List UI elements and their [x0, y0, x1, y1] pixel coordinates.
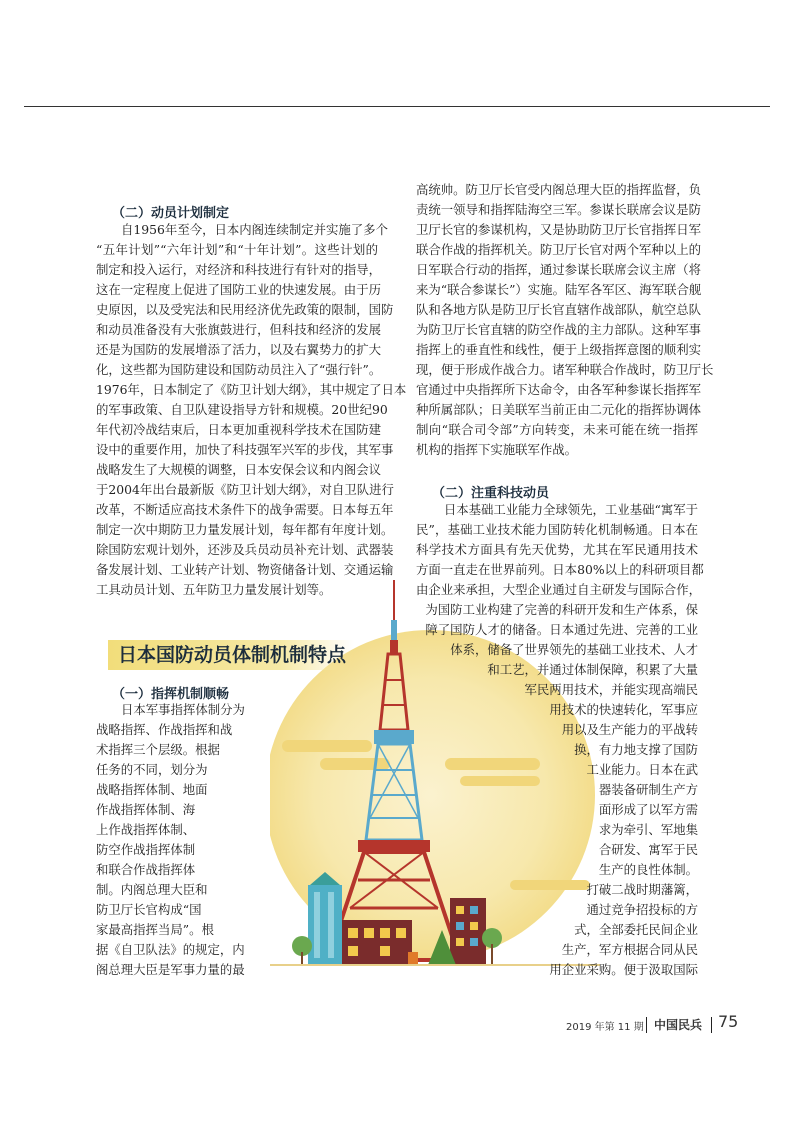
- text-line: 障了国防人才的储备。日本通过先进、完善的工业: [425, 622, 698, 637]
- text-line: 军民两用技术，并能实现高端民: [524, 682, 698, 697]
- text-line: 制。内阁总理大臣和: [96, 882, 208, 897]
- text-line: 和工艺，并通过体制保障，积累了大量: [487, 662, 698, 677]
- text-line: 自1956年至今，日本内阁连续制定并实施了多个: [121, 222, 388, 237]
- subsection-title-plan: （二）动员计划制定: [112, 206, 230, 221]
- text-line: 官通过中央指挥所下达命令，由各军种参谋长指挥军: [416, 382, 701, 397]
- cloud-bar-icon: [320, 758, 390, 770]
- text-line: 生产，军方根据合同从民: [561, 942, 698, 957]
- text-line: 阁总理大臣是军事力量的最: [96, 962, 245, 977]
- text-line: 和动员准备没有大张旗鼓进行，但科技和经济的发展: [96, 322, 381, 337]
- text-line: 体系，储备了世界领先的基础工业技术、人才: [450, 642, 698, 657]
- footer-divider: [646, 1017, 647, 1033]
- text-line: 来为“联合参谋长”）实施。陆军各军区、海军联合舰: [416, 282, 702, 297]
- text-line: 战略指挥、作战指挥和战: [96, 722, 233, 737]
- text-line: 通过竞争招投标的方: [586, 902, 698, 917]
- text-line: 于2004年出台最新版《防卫计划大纲》，对自卫队进行: [96, 482, 394, 497]
- text-line: 工业能力。日本在武: [586, 762, 698, 777]
- page-number: 75: [718, 1012, 739, 1031]
- footer-divider: [711, 1017, 712, 1033]
- text-line: 合研发、寓军于民: [598, 842, 698, 857]
- text-line: 制定一次中期防卫力量发展计划，每年都有年度计划。: [96, 522, 394, 537]
- text-line: 指挥上的垂直性和线性，便于上级指挥意图的顺利实: [416, 342, 701, 357]
- text-line: 制向“联合司令部”方向转变，未来可能在统一指挥: [416, 422, 698, 437]
- text-line: 现，便于形成作战合力。诸军种联合作战时，防卫厅长: [416, 362, 714, 377]
- text-line: 术指挥三个层级。根据: [96, 742, 220, 757]
- text-line: 生产的良性体制。: [598, 862, 698, 877]
- text-line: 式，全部委托民间企业: [574, 922, 698, 937]
- text-line: 这在一定程度上促进了国防工业的快速发展。由于历: [96, 282, 381, 297]
- text-line: 责统一领导和指挥陆海空三军。参谋长联席会议是防: [416, 202, 701, 217]
- tower-observation-deck-icon: [374, 730, 414, 744]
- text-line: 高统帅。防卫厅长官受内阁总理大臣的指挥监督，负: [416, 182, 701, 197]
- text-line: 联合作战的指挥机关。防卫厅长官对两个军种以上的: [416, 242, 701, 257]
- text-line: 日军联合行动的指挥，通过参谋长联席会议主席（将: [416, 262, 701, 277]
- text-line: 还是为国防的发展增添了活力，以及右翼势力的扩大: [96, 342, 381, 357]
- text-line: 战略指挥体制、地面: [96, 782, 208, 797]
- text-line: 面形成了以军方需: [598, 802, 698, 817]
- subsection-title-command: （一）指挥机制顺畅: [112, 687, 230, 702]
- text-line: 备发展计划、工业转产计划、物资储备计划、交通运输: [96, 562, 394, 577]
- text-line: 种所属部队；日美联军当前正由二元化的指挥协调体: [416, 402, 701, 417]
- text-line: 战略发生了大规模的调整，日本安保会议和内阁会议: [96, 462, 381, 477]
- text-line: 日本军事指挥体制分为: [121, 702, 245, 717]
- footer-magazine: 中国民兵: [654, 1018, 703, 1032]
- text-line: 1976年，日本制定了《防卫计划大纲》，其中规定了日本: [96, 382, 407, 397]
- building-left-icon: [308, 885, 342, 965]
- text-line: 年代初冷战结束后，日本更加重视科学技术在国防建: [96, 422, 381, 437]
- text-line: 器装备研制生产方: [598, 782, 698, 797]
- text-line: 打破二战时期藩篱，: [586, 882, 698, 897]
- text-line: 卫厅长官的参谋机构，又是协助防卫厅长官指挥日军: [416, 222, 701, 237]
- text-line: 上作战指挥体制、: [96, 822, 196, 837]
- cloud-bar-icon: [282, 740, 372, 752]
- text-line: 史原因，以及受宪法和民用经济优先政策的限制，国防: [96, 302, 394, 317]
- text-line: 除国防宏观计划外，还涉及兵员动员补充计划、武器装: [96, 542, 394, 557]
- text-line: 设中的重要作用，加快了科技强军兴军的步伐，其军事: [96, 442, 394, 457]
- section-title: 日本国防动员体制机制特点: [108, 640, 354, 670]
- text-line: 求为牵引、军地集: [598, 822, 698, 837]
- text-line: 用技术的快速转化，军事应: [549, 702, 698, 717]
- text-line: 机构的指挥下实施联军作战。: [416, 442, 578, 457]
- text-line: 为防卫厅长官直辖的防空作战的主力部队。这种军事: [416, 322, 701, 337]
- text-line: 家最高指挥当局”。根: [96, 922, 214, 937]
- text-line: 用以及生产能力的平战转: [561, 722, 698, 737]
- text-line: 队和各地方队是防卫厅长官直辖作战部队，航空总队: [416, 302, 701, 317]
- text-line: 用企业采购。便于汲取国际: [549, 962, 698, 977]
- text-line: 工具动员计划、五年防卫力量发展计划等。: [96, 582, 332, 597]
- text-line: 化，这些都为国防建设和国防动员注入了“强行针”。: [96, 362, 382, 377]
- text-line: 的军事政策、自卫队建设指导方针和规模。20世纪90: [96, 402, 388, 417]
- text-line: 方面一直走在世界前列。日本80%以上的科研项目都: [416, 562, 704, 577]
- text-line: 由企业来承担，大型企业通过自主研发与国际合作，: [416, 582, 701, 597]
- text-line: 和联合作战指挥体: [96, 862, 196, 877]
- text-line: 改革，不断适应高技术条件下的战争需要。日本每五年: [96, 502, 394, 517]
- text-line: 为国防工业构建了完善的科研开发和生产体系，保: [425, 602, 698, 617]
- text-line: 作战指挥体制、海: [96, 802, 196, 817]
- text-line: 防空作战指挥体制: [96, 842, 196, 857]
- footer-issue: 2019 年第 11 期: [566, 1022, 644, 1033]
- text-line: 科学技术方面具有先天优势，尤其在军民通用技术: [416, 542, 698, 557]
- text-line: 换，有力地支撑了国防: [574, 742, 698, 757]
- text-line: 日本基础工业能力全球领先，工业基础“寓军于: [443, 502, 698, 517]
- text-line: 据《自卫队法》的规定，内: [96, 942, 245, 957]
- text-line: 防卫厅长官构成“国: [96, 902, 202, 917]
- text-line: 民”，基础工业技术能力国防转化机制畅通。日本在: [416, 522, 698, 537]
- building-center-icon: [342, 920, 412, 965]
- subsection-title-tech: （二）注重科技动员: [432, 486, 550, 501]
- header-rule: [24, 106, 770, 107]
- text-line: 制定和投入运行，对经济和科技进行有针对的指导，: [96, 262, 381, 277]
- text-line: “五年计划”“六年计划”和“十年计划”。这些计划的: [96, 242, 378, 257]
- text-line: 任务的不同，划分为: [96, 762, 208, 777]
